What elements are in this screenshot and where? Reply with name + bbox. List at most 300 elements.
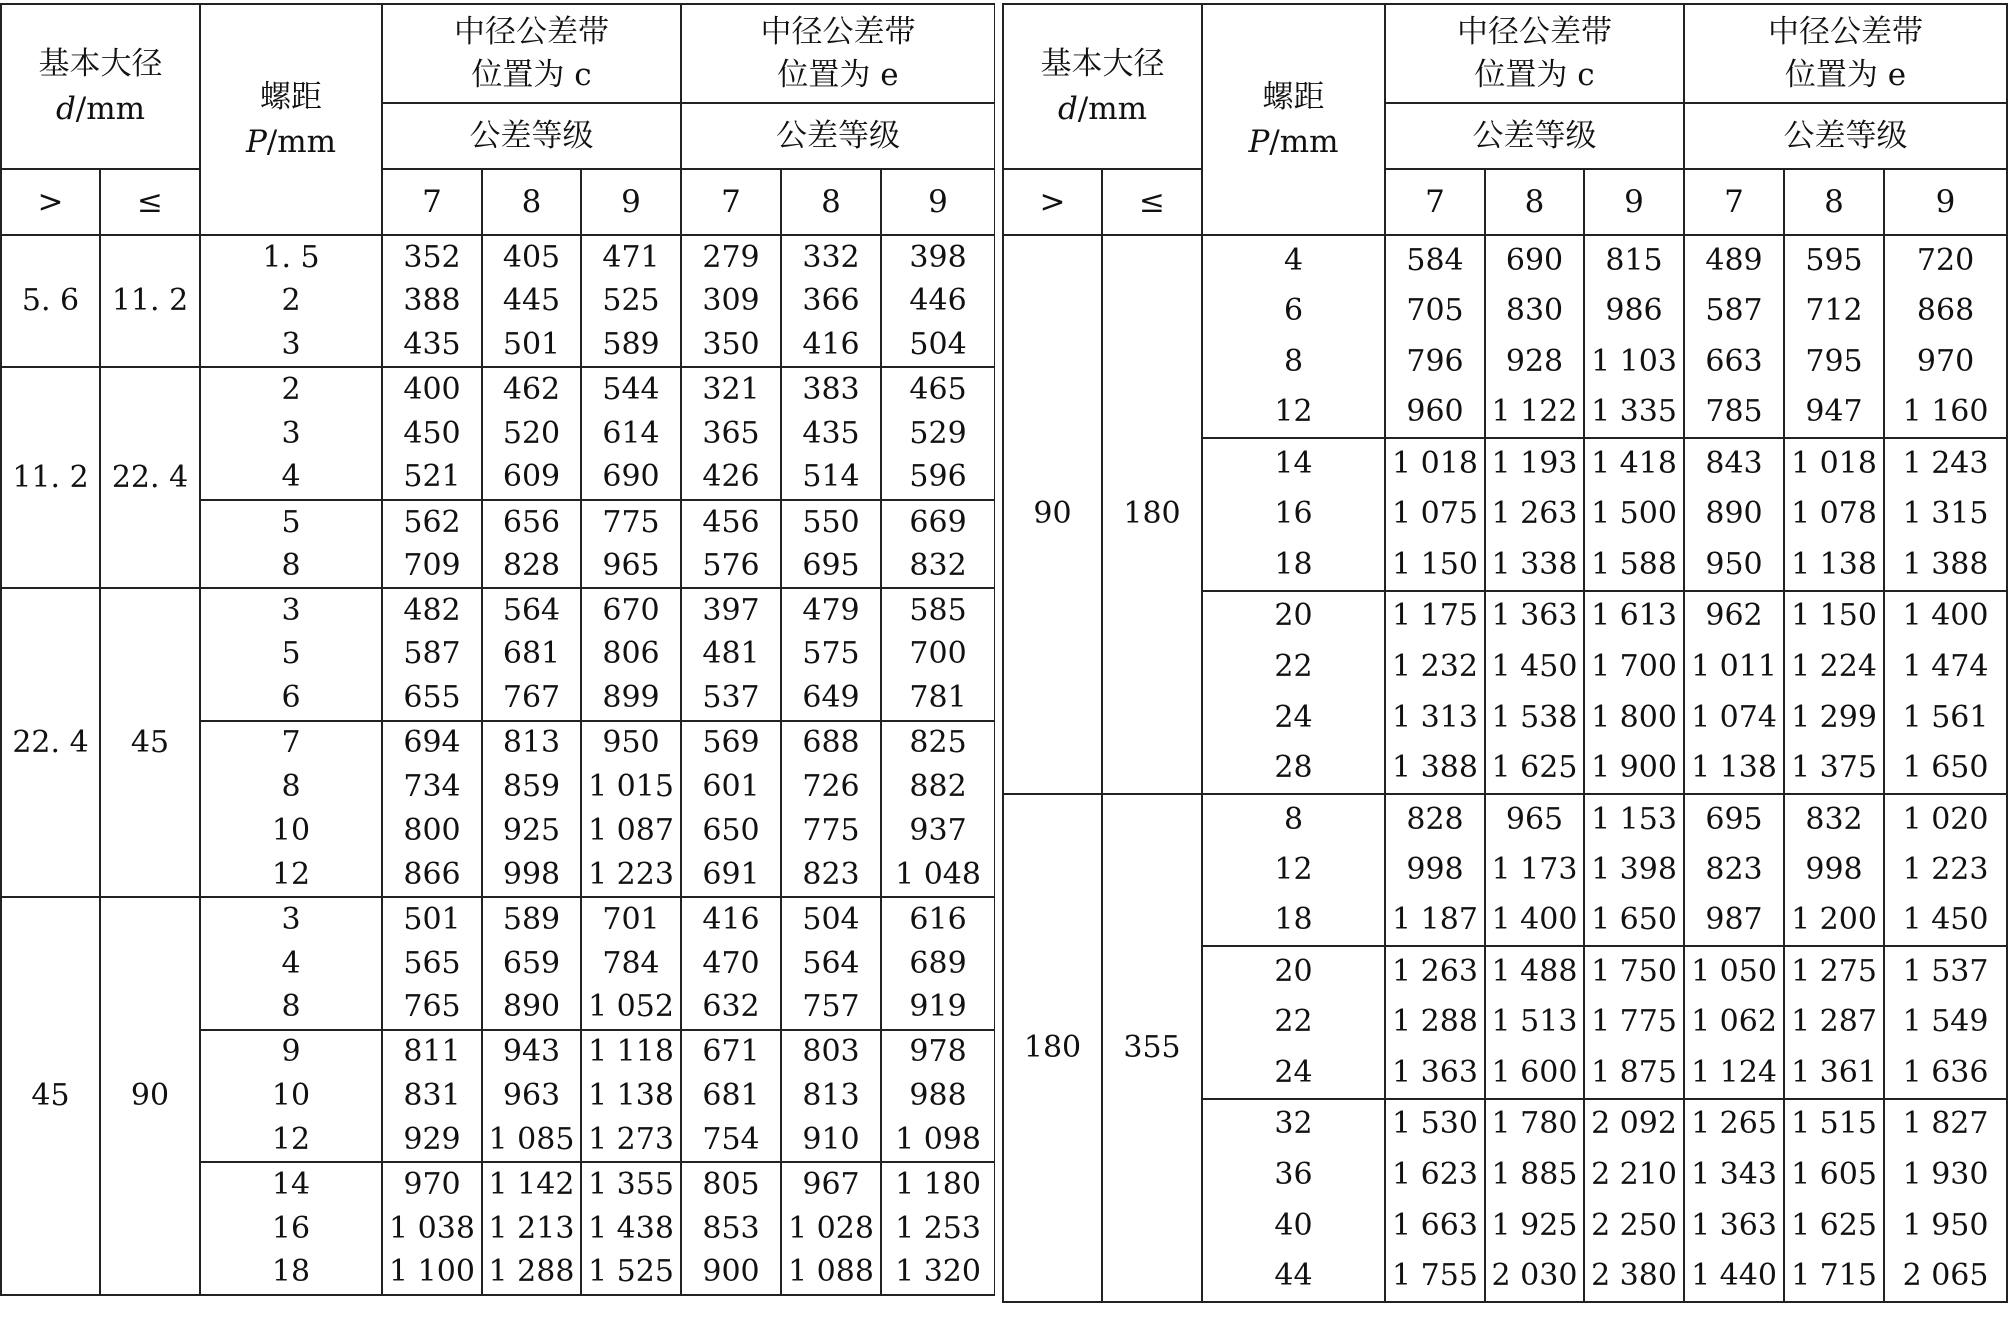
value-cell: 1 827 <box>1884 1099 2007 1150</box>
value-cell: 504 <box>881 323 995 367</box>
value-cell: 656 <box>482 500 581 544</box>
value-cell: 481 <box>681 632 781 676</box>
value-cell: 712 <box>1784 286 1884 337</box>
value-cell: 1 875 <box>1584 1048 1684 1099</box>
value-cell: 690 <box>581 456 681 500</box>
value-cell: 1 098 <box>881 1118 995 1162</box>
value-cell: 1 474 <box>1884 641 2007 692</box>
range-lower-bound: 90 <box>1003 235 1102 794</box>
header-pitch: 螺距 P/mm <box>1202 4 1385 235</box>
header-tolerance-grade-c: 公差等级 <box>1385 103 1684 169</box>
value-cell: 1 088 <box>781 1251 881 1295</box>
value-cell: 1 925 <box>1485 1200 1584 1251</box>
header-position-e: 中径公差带 位置为 e <box>1684 4 2007 103</box>
pitch-cell: 18 <box>200 1251 382 1295</box>
value-cell: 1 315 <box>1884 489 2007 540</box>
value-cell: 1 488 <box>1485 946 1584 997</box>
value-cell: 1 052 <box>581 986 681 1030</box>
value-cell: 690 <box>1485 235 1584 286</box>
value-cell: 1 438 <box>581 1206 681 1250</box>
value-cell: 1 418 <box>1584 438 1684 489</box>
value-cell: 501 <box>382 897 482 941</box>
pitch-cell: 18 <box>1202 895 1385 946</box>
value-cell: 987 <box>1684 895 1784 946</box>
value-cell: 521 <box>382 456 482 500</box>
value-cell: 565 <box>382 942 482 986</box>
value-cell: 823 <box>781 853 881 897</box>
value-cell: 1 100 <box>382 1251 482 1295</box>
value-cell: 1 885 <box>1485 1149 1584 1200</box>
value-cell: 943 <box>482 1030 581 1074</box>
pitch-cell: 8 <box>200 765 382 809</box>
value-cell: 700 <box>881 632 995 676</box>
value-cell: 1 930 <box>1884 1149 2007 1200</box>
header-basic-major-diameter: 基本大径 d/mm <box>1 4 200 169</box>
table-row <box>1 588 995 632</box>
table-row <box>1 897 995 941</box>
value-cell: 584 <box>1385 235 1485 286</box>
value-cell: 2 065 <box>1884 1251 2007 1302</box>
value-cell: 795 <box>1784 337 1884 388</box>
value-cell: 1 775 <box>1584 997 1684 1048</box>
value-cell: 705 <box>1385 286 1485 337</box>
header-position-c: 中径公差带 位置为 c <box>1385 4 1684 103</box>
value-cell: 1 950 <box>1884 1200 2007 1251</box>
pitch-cell: 12 <box>1202 845 1385 896</box>
value-cell: 1 124 <box>1684 1048 1784 1099</box>
value-cell: 963 <box>482 1074 581 1118</box>
pitch-cell: 20 <box>1202 591 1385 642</box>
tolerance-table-left <box>0 3 996 1296</box>
pitch-cell: 10 <box>200 1074 382 1118</box>
value-cell: 525 <box>581 279 681 323</box>
value-cell: 1 138 <box>1684 743 1784 794</box>
value-cell: 471 <box>581 235 681 279</box>
value-cell: 986 <box>1584 286 1684 337</box>
value-cell: 397 <box>681 588 781 632</box>
value-cell: 1 153 <box>1584 794 1684 845</box>
value-cell: 805 <box>681 1162 781 1206</box>
value-cell: 366 <box>781 279 881 323</box>
value-cell: 1 338 <box>1485 540 1584 591</box>
value-cell: 564 <box>781 942 881 986</box>
value-cell: 1 085 <box>482 1118 581 1162</box>
pitch-cell: 4 <box>200 942 382 986</box>
value-cell: 832 <box>1784 794 1884 845</box>
value-cell: 1 263 <box>1385 946 1485 997</box>
value-cell: 1 122 <box>1485 387 1584 438</box>
value-cell: 388 <box>382 279 482 323</box>
value-cell: 1 537 <box>1884 946 2007 997</box>
pitch-cell: 2 <box>200 279 382 323</box>
table-row <box>1 235 995 279</box>
value-cell: 1 118 <box>581 1030 681 1074</box>
table-row <box>1 367 995 411</box>
pitch-cell: 18 <box>1202 540 1385 591</box>
value-cell: 1 138 <box>581 1074 681 1118</box>
value-cell: 529 <box>881 412 995 456</box>
value-cell: 1 613 <box>1584 591 1684 642</box>
value-cell: 1 138 <box>1784 540 1884 591</box>
value-cell: 416 <box>781 323 881 367</box>
value-cell: 1 515 <box>1784 1099 1884 1150</box>
value-cell: 650 <box>681 809 781 853</box>
value-cell: 806 <box>581 632 681 676</box>
value-cell: 1 011 <box>1684 641 1784 692</box>
value-cell: 775 <box>581 500 681 544</box>
value-cell: 1 400 <box>1884 591 2007 642</box>
header-tolerance-grade-e: 公差等级 <box>681 103 995 169</box>
value-cell: 998 <box>1784 845 1884 896</box>
value-cell: 1 173 <box>1485 845 1584 896</box>
value-cell: 1 263 <box>1485 489 1584 540</box>
value-cell: 514 <box>781 456 881 500</box>
value-cell: 1 273 <box>581 1118 681 1162</box>
value-cell: 1 663 <box>1385 1200 1485 1251</box>
header-position-c: 中径公差带 位置为 c <box>382 4 681 103</box>
value-cell: 576 <box>681 544 781 588</box>
value-cell: 815 <box>1584 235 1684 286</box>
value-cell: 669 <box>881 500 995 544</box>
header-grade: 8 <box>1485 169 1584 235</box>
value-cell: 632 <box>681 986 781 1030</box>
value-cell: 544 <box>581 367 681 411</box>
header-grade: 7 <box>1684 169 1784 235</box>
value-cell: 1 200 <box>1784 895 1884 946</box>
header-basic-major-diameter: 基本大径 d/mm <box>1003 4 1202 169</box>
value-cell: 400 <box>382 367 482 411</box>
value-cell: 321 <box>681 367 781 411</box>
value-cell: 1 363 <box>1385 1048 1485 1099</box>
value-cell: 1 213 <box>482 1206 581 1250</box>
pitch-cell: 3 <box>200 412 382 456</box>
value-cell: 1 500 <box>1584 489 1684 540</box>
value-cell: 900 <box>681 1251 781 1295</box>
value-cell: 575 <box>781 632 881 676</box>
value-cell: 2 030 <box>1485 1251 1584 1302</box>
value-cell: 1 650 <box>1884 743 2007 794</box>
value-cell: 670 <box>581 588 681 632</box>
range-lower-bound: 5. 6 <box>1 235 100 367</box>
range-lower-bound: 22. 4 <box>1 588 100 897</box>
value-cell: 695 <box>781 544 881 588</box>
value-cell: 784 <box>581 942 681 986</box>
pitch-cell: 5 <box>200 632 382 676</box>
value-cell: 504 <box>781 897 881 941</box>
value-cell: 1 750 <box>1584 946 1684 997</box>
pitch-cell: 32 <box>1202 1099 1385 1150</box>
value-cell: 1 400 <box>1485 895 1584 946</box>
value-cell: 843 <box>1684 438 1784 489</box>
pitch-cell: 20 <box>1202 946 1385 997</box>
value-cell: 601 <box>681 765 781 809</box>
value-cell: 398 <box>881 235 995 279</box>
value-cell: 1 018 <box>1784 438 1884 489</box>
value-cell: 1 223 <box>581 853 681 897</box>
value-cell: 1 288 <box>1385 997 1485 1048</box>
value-cell: 445 <box>482 279 581 323</box>
value-cell: 828 <box>1385 794 1485 845</box>
value-cell: 2 210 <box>1584 1149 1684 1200</box>
table-divider <box>995 3 1002 1326</box>
value-cell: 587 <box>382 632 482 676</box>
pitch-cell: 28 <box>1202 743 1385 794</box>
value-cell: 562 <box>382 500 482 544</box>
value-cell: 1 320 <box>881 1251 995 1295</box>
value-cell: 1 398 <box>1584 845 1684 896</box>
value-cell: 537 <box>681 677 781 721</box>
value-cell: 709 <box>382 544 482 588</box>
value-cell: 1 715 <box>1784 1251 1884 1302</box>
range-upper-bound: 22. 4 <box>100 367 200 588</box>
value-cell: 446 <box>881 279 995 323</box>
pitch-cell: 12 <box>200 1118 382 1162</box>
value-cell: 1 243 <box>1884 438 2007 489</box>
value-cell: 960 <box>1385 387 1485 438</box>
pitch-cell: 16 <box>200 1206 382 1250</box>
value-cell: 853 <box>681 1206 781 1250</box>
pitch-cell: 6 <box>1202 286 1385 337</box>
value-cell: 2 092 <box>1584 1099 1684 1150</box>
value-cell: 899 <box>581 677 681 721</box>
value-cell: 695 <box>1684 794 1784 845</box>
pitch-cell: 3 <box>200 897 382 941</box>
value-cell: 405 <box>482 235 581 279</box>
value-cell: 890 <box>482 986 581 1030</box>
value-cell: 734 <box>382 765 482 809</box>
value-cell: 1 538 <box>1485 692 1584 743</box>
value-cell: 309 <box>681 279 781 323</box>
pitch-cell: 8 <box>200 544 382 588</box>
value-cell: 1 363 <box>1485 591 1584 642</box>
value-cell: 649 <box>781 677 881 721</box>
value-cell: 1 780 <box>1485 1099 1584 1150</box>
value-cell: 813 <box>482 721 581 765</box>
range-lower-bound: 45 <box>1 897 100 1294</box>
value-cell: 426 <box>681 456 781 500</box>
tolerance-table-right <box>1002 3 2008 1303</box>
value-cell: 655 <box>382 677 482 721</box>
value-cell: 1 015 <box>581 765 681 809</box>
value-cell: 1 265 <box>1684 1099 1784 1150</box>
value-cell: 1 048 <box>881 853 995 897</box>
value-cell: 1 050 <box>1684 946 1784 997</box>
value-cell: 1 588 <box>1584 540 1684 591</box>
value-cell: 462 <box>482 367 581 411</box>
value-cell: 1 440 <box>1684 1251 1784 1302</box>
value-cell: 1 038 <box>382 1206 482 1250</box>
value-cell: 803 <box>781 1030 881 1074</box>
value-cell: 1 299 <box>1784 692 1884 743</box>
value-cell: 2 250 <box>1584 1200 1684 1251</box>
value-cell: 520 <box>482 412 581 456</box>
pitch-cell: 7 <box>200 721 382 765</box>
value-cell: 1 103 <box>1584 337 1684 388</box>
pitch-cell: 14 <box>200 1162 382 1206</box>
value-cell: 1 142 <box>482 1162 581 1206</box>
value-cell: 767 <box>482 677 581 721</box>
value-cell: 383 <box>781 367 881 411</box>
value-cell: 1 224 <box>1784 641 1884 692</box>
header-position-e: 中径公差带 位置为 e <box>681 4 995 103</box>
value-cell: 595 <box>1784 235 1884 286</box>
pitch-cell: 8 <box>1202 337 1385 388</box>
header-grade: 9 <box>581 169 681 235</box>
range-upper-bound: 180 <box>1102 235 1202 794</box>
pitch-cell: 14 <box>1202 438 1385 489</box>
header-pitch: 螺距 P/mm <box>200 4 382 235</box>
value-cell: 564 <box>482 588 581 632</box>
value-cell: 1 700 <box>1584 641 1684 692</box>
value-cell: 1 530 <box>1385 1099 1485 1150</box>
value-cell: 1 187 <box>1385 895 1485 946</box>
value-cell: 813 <box>781 1074 881 1118</box>
value-cell: 616 <box>881 897 995 941</box>
value-cell: 1 388 <box>1884 540 2007 591</box>
value-cell: 765 <box>382 986 482 1030</box>
value-cell: 925 <box>482 809 581 853</box>
pitch-cell: 3 <box>200 588 382 632</box>
value-cell: 823 <box>1684 845 1784 896</box>
value-cell: 2 380 <box>1584 1251 1684 1302</box>
header-grade: 7 <box>681 169 781 235</box>
value-cell: 609 <box>482 456 581 500</box>
header-grade: 8 <box>1784 169 1884 235</box>
value-cell: 1 525 <box>581 1251 681 1295</box>
value-cell: 489 <box>1684 235 1784 286</box>
value-cell: 614 <box>581 412 681 456</box>
value-cell: 1 755 <box>1385 1251 1485 1302</box>
header-grade: 9 <box>1884 169 2007 235</box>
value-cell: 659 <box>482 942 581 986</box>
value-cell: 1 450 <box>1884 895 2007 946</box>
value-cell: 928 <box>1485 337 1584 388</box>
value-cell: 350 <box>681 323 781 367</box>
value-cell: 688 <box>781 721 881 765</box>
header-grade: 7 <box>382 169 482 235</box>
value-cell: 456 <box>681 500 781 544</box>
value-cell: 828 <box>482 544 581 588</box>
value-cell: 831 <box>382 1074 482 1118</box>
value-cell: 435 <box>781 412 881 456</box>
value-cell: 1 375 <box>1784 743 1884 794</box>
table-row <box>1003 794 2007 845</box>
value-cell: 1 078 <box>1784 489 1884 540</box>
value-cell: 967 <box>781 1162 881 1206</box>
value-cell: 596 <box>881 456 995 500</box>
pitch-cell: 2 <box>200 367 382 411</box>
value-cell: 800 <box>382 809 482 853</box>
value-cell: 1 062 <box>1684 997 1784 1048</box>
value-cell: 1 287 <box>1784 997 1884 1048</box>
pitch-cell: 8 <box>200 986 382 1030</box>
value-cell: 701 <box>581 897 681 941</box>
value-cell: 1 363 <box>1684 1200 1784 1251</box>
value-cell: 830 <box>1485 286 1584 337</box>
value-cell: 866 <box>382 853 482 897</box>
value-cell: 1 028 <box>781 1206 881 1250</box>
pitch-cell: 22 <box>1202 997 1385 1048</box>
pitch-cell: 36 <box>1202 1149 1385 1200</box>
value-cell: 970 <box>1884 337 2007 388</box>
value-cell: 1 636 <box>1884 1048 2007 1099</box>
range-lower-bound: 11. 2 <box>1 367 100 588</box>
value-cell: 1 313 <box>1385 692 1485 743</box>
pitch-cell: 22 <box>1202 641 1385 692</box>
value-cell: 1 180 <box>881 1162 995 1206</box>
value-cell: 585 <box>881 588 995 632</box>
value-cell: 1 513 <box>1485 997 1584 1048</box>
header-tolerance-grade-e: 公差等级 <box>1684 103 2007 169</box>
value-cell: 832 <box>881 544 995 588</box>
value-cell: 1 388 <box>1385 743 1485 794</box>
value-cell: 479 <box>781 588 881 632</box>
value-cell: 825 <box>881 721 995 765</box>
value-cell: 978 <box>881 1030 995 1074</box>
value-cell: 1 020 <box>1884 794 2007 845</box>
range-upper-bound: 90 <box>100 897 200 1294</box>
value-cell: 470 <box>681 942 781 986</box>
value-cell: 681 <box>482 632 581 676</box>
pitch-cell: 24 <box>1202 1048 1385 1099</box>
pitch-cell: 4 <box>1202 235 1385 286</box>
pitch-cell: 5 <box>200 500 382 544</box>
value-cell: 882 <box>881 765 995 809</box>
value-cell: 1 253 <box>881 1206 995 1250</box>
value-cell: 965 <box>1485 794 1584 845</box>
header-le: ≤ <box>100 169 200 235</box>
value-cell: 279 <box>681 235 781 279</box>
header-grade: 9 <box>1584 169 1684 235</box>
value-cell: 1 561 <box>1884 692 2007 743</box>
value-cell: 550 <box>781 500 881 544</box>
header-gt: > <box>1003 169 1102 235</box>
pitch-cell: 12 <box>1202 387 1385 438</box>
header-gt: > <box>1 169 100 235</box>
pitch-cell: 12 <box>200 853 382 897</box>
pitch-cell: 9 <box>200 1030 382 1074</box>
value-cell: 1 355 <box>581 1162 681 1206</box>
value-cell: 691 <box>681 853 781 897</box>
value-cell: 868 <box>1884 286 2007 337</box>
value-cell: 965 <box>581 544 681 588</box>
pitch-cell: 3 <box>200 323 382 367</box>
value-cell: 663 <box>1684 337 1784 388</box>
value-cell: 465 <box>881 367 995 411</box>
range-upper-bound: 355 <box>1102 794 1202 1302</box>
value-cell: 1 193 <box>1485 438 1584 489</box>
value-cell: 1 087 <box>581 809 681 853</box>
value-cell: 1 075 <box>1385 489 1485 540</box>
value-cell: 1 275 <box>1784 946 1884 997</box>
value-cell: 689 <box>881 942 995 986</box>
value-cell: 1 150 <box>1784 591 1884 642</box>
value-cell: 1 074 <box>1684 692 1784 743</box>
value-cell: 587 <box>1684 286 1784 337</box>
pitch-cell: 24 <box>1202 692 1385 743</box>
value-cell: 365 <box>681 412 781 456</box>
value-cell: 988 <box>881 1074 995 1118</box>
value-cell: 919 <box>881 986 995 1030</box>
value-cell: 910 <box>781 1118 881 1162</box>
value-cell: 720 <box>1884 235 2007 286</box>
value-cell: 962 <box>1684 591 1784 642</box>
value-cell: 937 <box>881 809 995 853</box>
value-cell: 775 <box>781 809 881 853</box>
range-upper-bound: 11. 2 <box>100 235 200 367</box>
value-cell: 1 800 <box>1584 692 1684 743</box>
value-cell: 1 605 <box>1784 1149 1884 1200</box>
